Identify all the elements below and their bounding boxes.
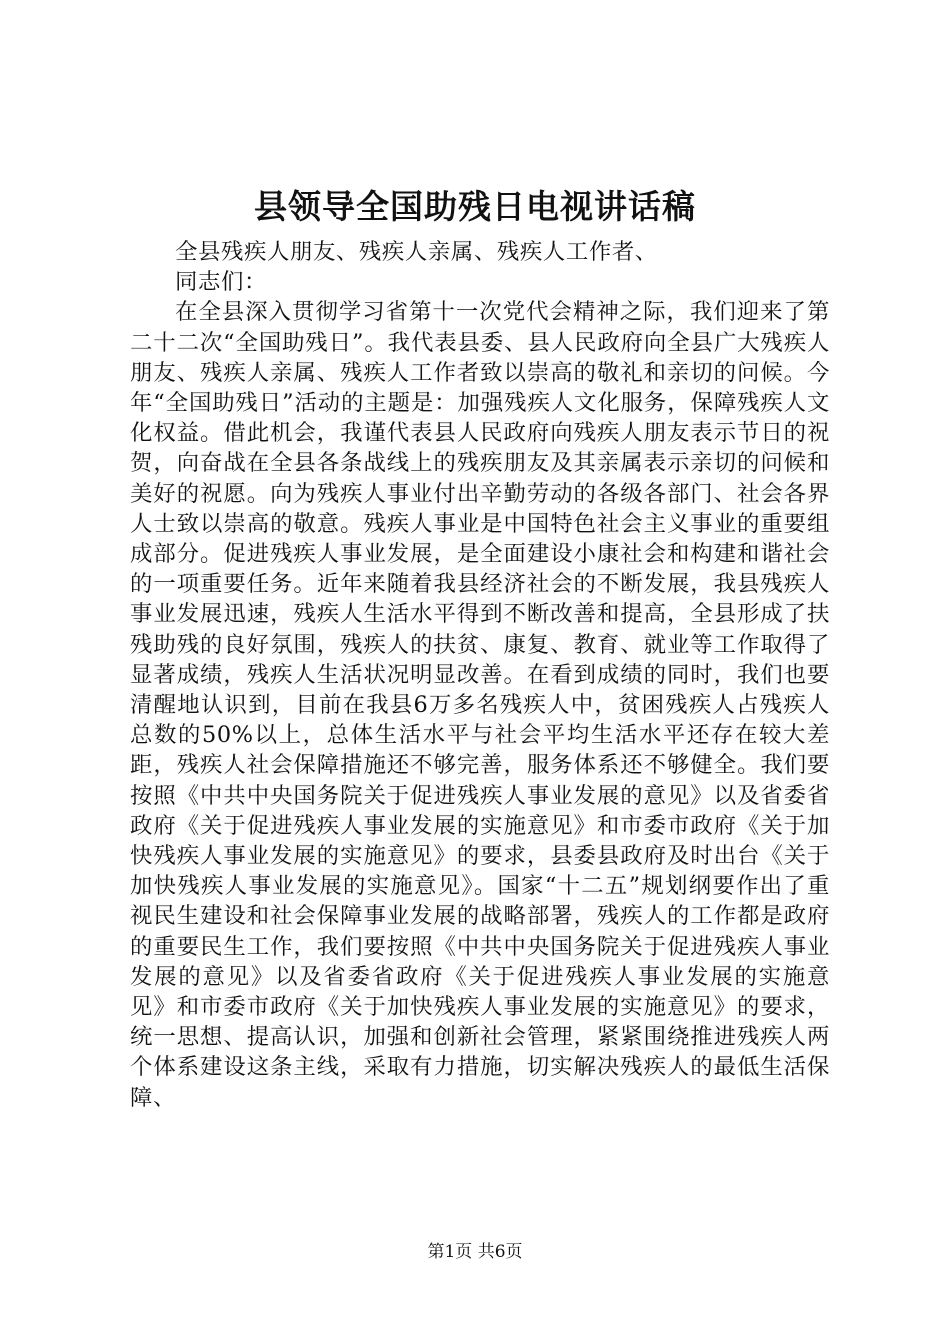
body-paragraph: 在全县深入贯彻学习省第十一次党代会精神之际，我们迎来了第二十二次“全国助残日”。我代表县委、县人民政府向全县广大残疾人朋友、残疾人亲属、残疾人工作者致以崇高的敬礼和亲切的问候。今年“全国助残日”活动的主题是：加强残疾人文化服务，保障残疾人文化权益。借此机会，我谨代表县人民政府向残疾人朋友表示节日的祝贺，向奋战在全县各条战线上的残疾朋友及其亲属表示亲切的问候和美好的祝愿。向为残疾人事业付出辛勤劳动的各级各部门、社会各界人士致以崇高的敬意。残疾人事业是中国特色社会主义事业的重要组成部分。促进残疾人事业发展，是全面建设小康社会和构建和谐社会的一项重要任务。近年来随着我县经济社会的不断发展，我县残疾人事业发展迅速，残疾人生活水平得到不断改善和提高，全县形成了扶残助残的良好氛围，残疾人的扶贫、康复、教育、就业等工作取得了显著成绩，残疾人生活状况明显改善。在看到成绩的同时，我们也要清醒地认识到，目前在我县6万多名残疾人中，贫困残疾人占残疾人总数的50%以上，总体生活水平与社会平均生活水平还存在较大差距，残疾人社会保障措施还不够完善，服务体系还不够健全。我们要按照《中共中央国务院关于促进残疾人事业发展的意见》以及省委省政府《关于促进残疾人事业发展的实施意见》和市委市政府《关于加快残疾人事业发展的实施意见》的要求，县委县政府及时出台《关于加快残疾人事业发展的实施意见》。国家“十二五”规划纲要作出了重视民生建设和社会保障事业发展的战略部署，残疾人的工作都是政府的重要民生工作，我们要按照《中共中央国务院关于促进残疾人事业发展的意见》以及省委省政府《关于促进残疾人事业发展的实施意见》和市委市政府《关于加快残疾人事业发展的实施意见》的要求，统一思想、提高认识，加强和创新社会管理，紧紧围绕推进残疾人两个体系建设这条主线，采取有力措施，切实解决残疾人的最低生活保障、 [130,299,830,1111]
document-title: 县领导全国助残日电视讲话稿 [254,187,696,226]
document-body [130,237,830,1113]
page-footer: 第1页 共6页 [427,1242,523,1262]
salutation-line-1: 全县残疾人朋友、残疾人亲属、残疾人工作者、 [175,239,658,265]
salutation-line-2: 同志们： [175,269,267,296]
